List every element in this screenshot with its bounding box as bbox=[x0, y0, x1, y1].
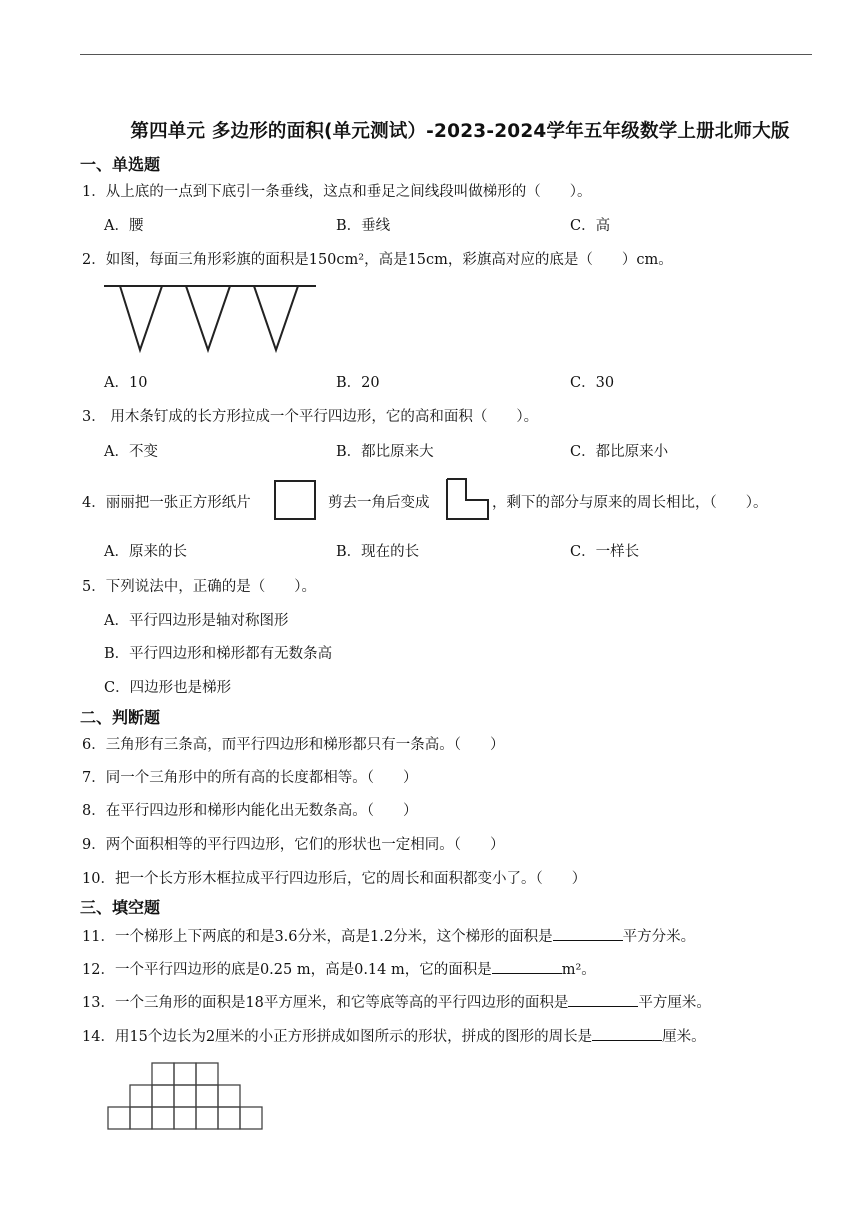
q4-option-c[interactable]: C．一样长 bbox=[570, 544, 640, 560]
staircase-squares-figure bbox=[108, 1062, 264, 1134]
question-5: 5．下列说法中，正确的是（ ）。 bbox=[82, 579, 316, 595]
question-7: 7．同一个三角形中的所有高的长度都相等。（ ） bbox=[82, 770, 418, 786]
section-true-false: 二、判断题 bbox=[80, 708, 161, 727]
square-paper-figure bbox=[274, 480, 316, 520]
header-rule bbox=[80, 54, 812, 55]
q12-answer-blank[interactable] bbox=[492, 959, 562, 975]
q4-option-b[interactable]: B．现在的长 bbox=[336, 544, 420, 560]
q1-option-b[interactable]: B．垂线 bbox=[336, 218, 391, 234]
q1-option-c[interactable]: C．高 bbox=[570, 218, 611, 234]
q14-answer-blank[interactable] bbox=[592, 1026, 662, 1042]
question-4-part-a: 4．丽丽把一张正方形纸片 bbox=[82, 495, 251, 511]
q2-option-a[interactable]: A．10 bbox=[104, 375, 148, 391]
question-3: 3． 用木条钉成的长方形拉成一个平行四边形，它的高和面积（ ）。 bbox=[82, 409, 539, 425]
q13-text: 13．一个三角形的面积是18平方厘米，和它等底等高的平行四边形的面积是 bbox=[82, 995, 569, 1011]
section-fill-blank: 三、填空题 bbox=[80, 898, 161, 917]
q3-option-b[interactable]: B．都比原来大 bbox=[336, 444, 434, 460]
question-14 bbox=[82, 1025, 706, 1046]
section-single-choice: 一、单选题 bbox=[80, 155, 161, 174]
q3-option-c[interactable]: C．都比原来小 bbox=[570, 444, 669, 460]
question-4-part-c: ，剩下的部分与原来的周长相比，（ ）。 bbox=[492, 495, 768, 511]
question-11 bbox=[82, 925, 695, 946]
pennant-flags-figure bbox=[104, 282, 318, 354]
q5-option-a[interactable]: A．平行四边形是轴对称图形 bbox=[104, 613, 289, 629]
q1-option-a[interactable]: A．腰 bbox=[104, 218, 144, 234]
q12-text: 12．一个平行四边形的底是0.25 m，高是0.14 m，它的面积是 bbox=[82, 962, 492, 978]
q5-option-c[interactable]: C．四边形也是梯形 bbox=[104, 680, 232, 696]
q2-option-c[interactable]: C．30 bbox=[570, 375, 615, 391]
question-6: 6．三角形有三条高，而平行四边形和梯形都只有一条高。（ ） bbox=[82, 737, 505, 753]
q14-text: 14．用15个边长为2厘米的小正方形拼成如图所示的形状，拼成的图形的周长是 bbox=[82, 1029, 593, 1045]
question-12 bbox=[82, 958, 596, 979]
q3-option-a[interactable]: A．不变 bbox=[104, 444, 158, 460]
question-4-part-b: 剪去一角后变成 bbox=[328, 495, 430, 511]
q11-unit: 平方分米。 bbox=[622, 929, 696, 945]
q12-unit: m²。 bbox=[561, 962, 596, 978]
q14-unit: 厘米。 bbox=[662, 1029, 706, 1045]
q13-answer-blank[interactable] bbox=[568, 992, 638, 1008]
cut-corner-figure bbox=[446, 478, 490, 520]
q4-option-a[interactable]: A．原来的长 bbox=[104, 544, 187, 560]
q2-option-b[interactable]: B．20 bbox=[336, 375, 380, 391]
question-1: 1．从上底的一点到下底引一条垂线，这点和垂足之间线段叫做梯形的（ ）。 bbox=[82, 184, 592, 200]
q11-text: 11．一个梯形上下两底的和是3.6分米，高是1.2分米，这个梯形的面积是 bbox=[82, 929, 553, 945]
question-10: 10．把一个长方形木框拉成平行四边形后，它的周长和面积都变小了。（ ） bbox=[82, 871, 587, 887]
q11-answer-blank[interactable] bbox=[553, 926, 623, 942]
question-2: 2．如图，每面三角形彩旗的面积是150cm²，高是15cm，彩旗高对应的底是（ ）cm。 bbox=[82, 252, 673, 268]
q13-unit: 平方厘米。 bbox=[638, 995, 711, 1011]
q5-option-b[interactable]: B．平行四边形和梯形都有无数条高 bbox=[104, 646, 333, 662]
question-8: 8．在平行四边形和梯形内能化出无数条高。（ ） bbox=[82, 803, 418, 819]
question-13 bbox=[82, 991, 711, 1012]
page-title: 第四单元 多边形的面积(单元测试）-2023-2024学年五年级数学上册北师大版 bbox=[130, 121, 790, 142]
question-9: 9．两个面积相等的平行四边形，它们的形状也一定相同。（ ） bbox=[82, 837, 505, 853]
